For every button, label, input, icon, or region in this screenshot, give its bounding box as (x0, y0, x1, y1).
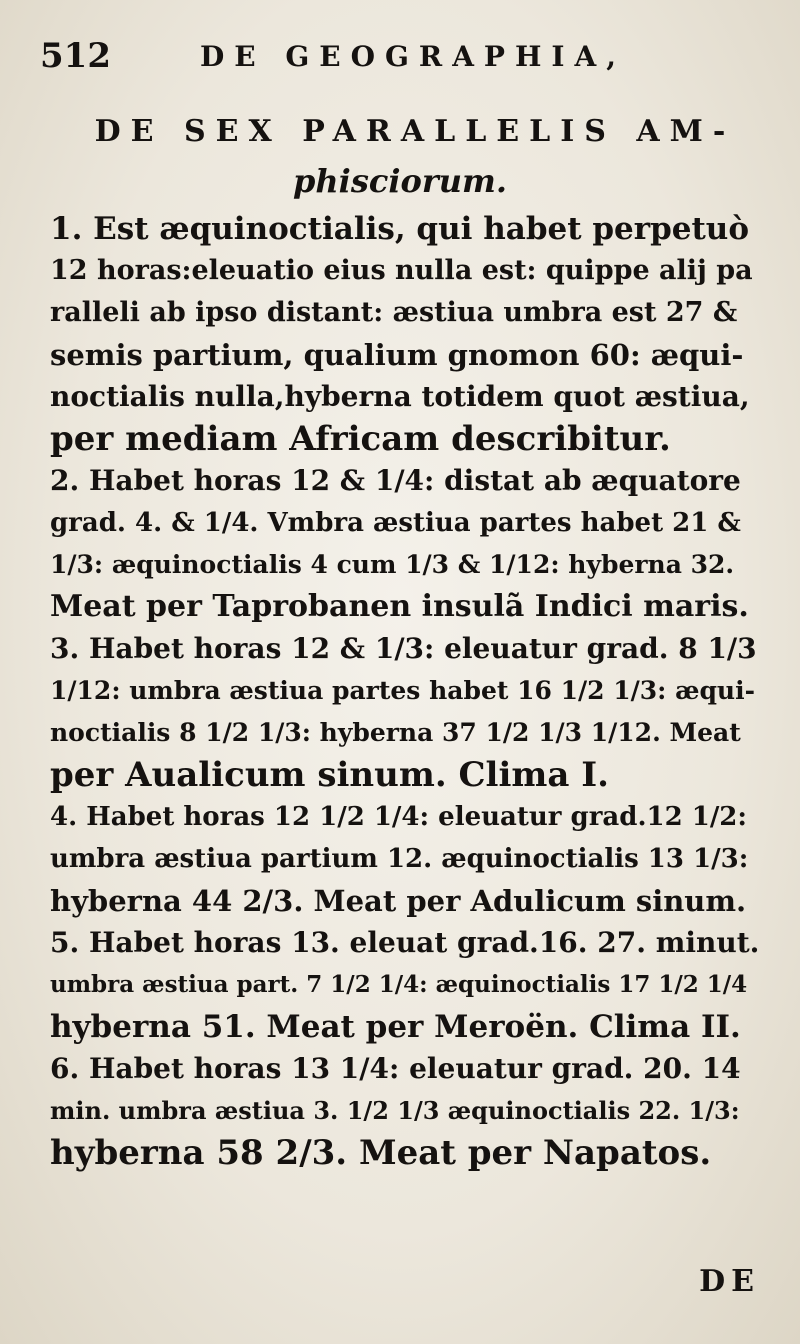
text-line: 5. Habet horas 13. eleuat grad.16. 27. minut. (50, 926, 760, 959)
paragraph-2 (50, 460, 760, 628)
chapter-title: DE SEX PARALLELIS AM- (94, 114, 736, 149)
text-line: hyberna 44 2/3. Meat per Adulicum sinum. (50, 884, 747, 918)
paragraph-5 (50, 922, 760, 1048)
text-line: per Aualicum sinum. Clima I. (50, 755, 609, 795)
text-line: noctialis 8 1/2 1/3: hyberna 37 1/2 1/3 1/12. Meat (50, 718, 741, 747)
text-line: 12 horas:eleuatio eius nulla est: quippe alij pa (50, 255, 753, 286)
text-line: umbra æstiua partium 12. æquinoctialis 13 1/3: (50, 844, 749, 874)
text-line: hyberna 58 2/3. Meat per Napatos. (50, 1133, 712, 1173)
text-line: 1. Est æquinoctialis, qui habet perpetuò (50, 211, 750, 247)
page-number: 512 (40, 36, 111, 76)
running-title: DE GEOGRAPHIA, (200, 40, 627, 73)
text-line: 1/12: umbra æstiua partes habet 16 1/2 1/3: æqui- (50, 676, 755, 705)
text-line: Meat per Taprobanen insulã Indici maris. (50, 589, 749, 624)
body-text (50, 208, 760, 1174)
text-line: umbra æstiua part. 7 1/2 1/4: æquinoctialis 17 1/2 1/4 (50, 971, 748, 998)
text-line: noctialis nulla,hyberna totidem quot æstiua, (50, 380, 750, 413)
text-line: semis partium, qualium gnomon 60: æqui- (50, 338, 744, 372)
text-line: min. umbra æstiua 3. 1/2 1/3 æquinoctialis 22. 1/3: (50, 1096, 740, 1125)
paragraph-6 (50, 1048, 760, 1174)
text-line: 4. Habet horas 12 1/2 1/4: eleuatur grad.12 1/2: (50, 802, 747, 832)
running-head (40, 36, 760, 76)
text-line: 3. Habet horas 12 & 1/3: eleuatur grad. 8 1/3 (50, 632, 757, 665)
paragraph-4 (50, 796, 760, 922)
text-line: 2. Habet horas 12 & 1/4: distat ab æquatore (50, 464, 741, 497)
paragraph-3 (50, 628, 760, 796)
text-line: grad. 4. & 1/4. Vmbra æstiua partes habet 21 & (50, 508, 741, 538)
text-line: ralleli ab ipso distant: æstiua umbra est 27 & (50, 297, 738, 328)
text-line: 6. Habet horas 13 1/4: eleuatur grad. 20. 14 (50, 1052, 741, 1085)
text-line: per mediam Africam describitur. (50, 419, 671, 459)
text-line: hyberna 51. Meat per Meroën. Clima II. (50, 1009, 741, 1045)
paragraph-1 (50, 208, 760, 460)
text-line: 1/3: æquinoctialis 4 cum 1/3 & 1/12: hyberna 32. (50, 550, 735, 579)
catchword: DE (699, 1264, 760, 1299)
chapter-title-continuation: phisciorum. (293, 162, 507, 200)
